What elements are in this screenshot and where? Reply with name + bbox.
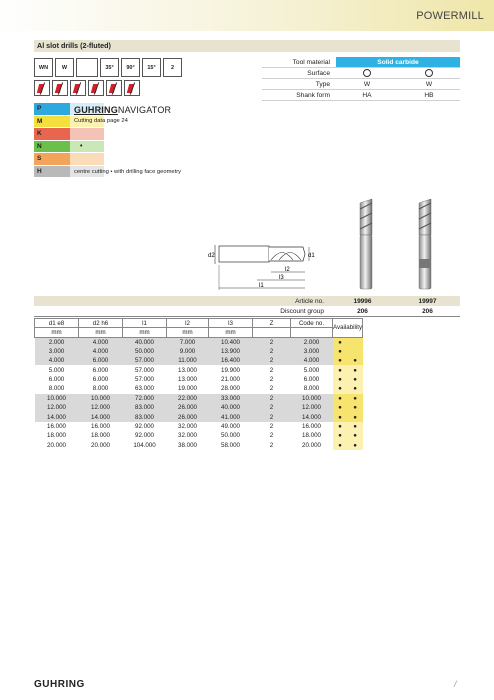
availability-marker: ● bbox=[353, 366, 357, 374]
spec-label: Shank form bbox=[296, 91, 330, 99]
availability-marker: ● bbox=[338, 432, 342, 440]
table-cell: 40.000 bbox=[209, 403, 253, 412]
table-cell: 21.000 bbox=[209, 375, 253, 384]
material-groups bbox=[34, 103, 83, 178]
col-d1: d1 e8 bbox=[35, 319, 79, 328]
availability-marker: ● bbox=[338, 347, 342, 355]
table-cell: 41.000 bbox=[209, 412, 253, 421]
availability-19997 bbox=[348, 365, 363, 374]
table-cell: 32.000 bbox=[167, 431, 209, 440]
availability-marker: ● bbox=[353, 422, 357, 430]
availability-marker: ● bbox=[353, 385, 357, 393]
table-cell: 2 bbox=[253, 347, 291, 356]
w-icon: W bbox=[55, 58, 74, 77]
material-code: S bbox=[37, 155, 42, 162]
wn-icon: WN bbox=[34, 58, 53, 77]
availability-19997 bbox=[348, 337, 363, 346]
col-l1: l1 bbox=[123, 319, 167, 328]
availability-19997 bbox=[348, 394, 363, 403]
spec-row-tool-material bbox=[262, 57, 460, 68]
table-cell: 38.000 bbox=[167, 441, 209, 450]
table-row bbox=[35, 365, 363, 374]
material-band bbox=[70, 141, 104, 153]
material-code: N bbox=[37, 142, 42, 150]
table-cell: 19.900 bbox=[209, 365, 253, 374]
table-cell: 11.000 bbox=[167, 356, 209, 365]
table-cell: 16.000 bbox=[35, 422, 79, 431]
table-cell: 10.000 bbox=[291, 394, 333, 403]
table-cell: 12.000 bbox=[35, 403, 79, 412]
col-code: Code no. bbox=[291, 319, 333, 328]
table-cell: 8.000 bbox=[291, 384, 333, 393]
table-cell: 19.000 bbox=[167, 384, 209, 393]
table-cell: 92.000 bbox=[123, 431, 167, 440]
table-cell: 6.000 bbox=[79, 375, 123, 384]
table-cell: 13.000 bbox=[167, 365, 209, 374]
article-no-b: 19997 bbox=[418, 297, 437, 305]
table-cell: 6.000 bbox=[79, 356, 123, 365]
table-cell: 12.000 bbox=[79, 403, 123, 412]
table-cell: 40.000 bbox=[123, 337, 167, 346]
surface-a bbox=[336, 68, 398, 78]
table-cell: 9.000 bbox=[167, 347, 209, 356]
availability-marker: ● bbox=[338, 357, 342, 365]
availability-marker: ● bbox=[338, 404, 342, 412]
unit: mm bbox=[209, 328, 253, 337]
table-cell: 16.000 bbox=[291, 422, 333, 431]
label-l2: l2 bbox=[285, 267, 290, 273]
col-d2: d2 h6 bbox=[79, 319, 123, 328]
material-code: P bbox=[37, 105, 42, 112]
availability-19996 bbox=[333, 403, 348, 412]
type-a: W bbox=[363, 80, 371, 88]
angle-15-icon: 15° bbox=[142, 58, 161, 77]
availability-19996 bbox=[333, 356, 348, 365]
table-cell: 4.000 bbox=[35, 356, 79, 365]
spec-row-surface bbox=[262, 68, 460, 79]
table-cell: 4.000 bbox=[79, 347, 123, 356]
discount-group-label: Discount group bbox=[280, 308, 324, 315]
table-cell: 2 bbox=[253, 356, 291, 365]
table-cell: 50.000 bbox=[123, 347, 167, 356]
table-cell: 2 bbox=[253, 337, 291, 346]
material-group-m bbox=[34, 116, 70, 128]
navigator-brand: GUHRING bbox=[74, 105, 118, 115]
availability-marker: ● bbox=[338, 338, 342, 346]
unit: mm bbox=[35, 328, 79, 337]
material-group-n bbox=[34, 141, 83, 153]
table-cell: 3.000 bbox=[35, 347, 79, 356]
material-code: M bbox=[37, 117, 43, 125]
table-row bbox=[35, 356, 363, 365]
availability-marker: ● bbox=[353, 357, 357, 365]
col-l2: l2 bbox=[167, 319, 209, 328]
type-b: W bbox=[425, 80, 433, 88]
table-cell: 58.000 bbox=[209, 441, 253, 450]
suitability-dot: • bbox=[80, 142, 83, 150]
availability-19996 bbox=[333, 394, 348, 403]
discount-group-a: 206 bbox=[357, 308, 368, 315]
availability-19997 bbox=[348, 356, 363, 365]
drill-photo-hb bbox=[414, 197, 436, 291]
table-cell: 16.000 bbox=[79, 422, 123, 431]
table-cell: 26.000 bbox=[167, 412, 209, 421]
table-cell: 14.000 bbox=[79, 412, 123, 421]
spec-row-shank-form bbox=[262, 90, 460, 101]
availability-19996 bbox=[333, 422, 348, 431]
availability-marker: ● bbox=[338, 422, 342, 430]
unit: mm bbox=[167, 328, 209, 337]
pocketing-icon bbox=[106, 80, 122, 96]
col-z: Z bbox=[253, 319, 291, 328]
dimensions-table bbox=[34, 318, 363, 450]
table-row bbox=[35, 431, 363, 440]
availability-marker: ● bbox=[353, 394, 357, 402]
availability-marker: ● bbox=[353, 376, 357, 384]
table-cell: 10.400 bbox=[209, 337, 253, 346]
spec-label: Surface bbox=[307, 69, 330, 77]
material-group-s bbox=[34, 153, 70, 165]
page-header-title: POWERMILL bbox=[416, 10, 484, 22]
table-cell: 4.000 bbox=[291, 356, 333, 365]
table-header-row bbox=[35, 319, 363, 328]
tolerance-icon bbox=[76, 58, 98, 77]
table-cell: 12.000 bbox=[291, 403, 333, 412]
availability-marker: ● bbox=[353, 441, 357, 449]
label-d1: d1 bbox=[308, 253, 315, 259]
table-row bbox=[35, 347, 363, 356]
table-cell: 2 bbox=[253, 394, 291, 403]
material-code: K bbox=[37, 130, 42, 137]
table-row bbox=[35, 441, 363, 450]
material-group-h bbox=[34, 166, 70, 178]
table-cell: 8.000 bbox=[35, 384, 79, 393]
availability-19997 bbox=[348, 384, 363, 393]
article-no-row bbox=[34, 296, 460, 306]
availability-19996 bbox=[333, 384, 348, 393]
unit bbox=[291, 328, 333, 337]
table-cell: 2.000 bbox=[35, 337, 79, 346]
table-cell: 57.000 bbox=[123, 356, 167, 365]
table-cell: 2.000 bbox=[291, 337, 333, 346]
material-group-p bbox=[34, 103, 70, 115]
availability-19996 bbox=[333, 441, 348, 450]
availability-19997 bbox=[348, 412, 363, 421]
table-cell: 2 bbox=[253, 431, 291, 440]
availability-marker: ● bbox=[338, 385, 342, 393]
slotting-icon bbox=[34, 80, 50, 96]
table-cell: 3.000 bbox=[291, 347, 333, 356]
availability-19996 bbox=[333, 412, 348, 421]
table-cell: 28.000 bbox=[209, 384, 253, 393]
table-cell: 32.000 bbox=[167, 422, 209, 431]
table-cell: 8.000 bbox=[79, 384, 123, 393]
table-cell: 13.000 bbox=[167, 375, 209, 384]
table-cell: 7.000 bbox=[167, 337, 209, 346]
table-cell: 26.000 bbox=[167, 403, 209, 412]
discount-group-row bbox=[34, 307, 460, 317]
flutes-2-icon: 2 bbox=[163, 58, 182, 77]
table-cell: 57.000 bbox=[123, 365, 167, 374]
table-cell: 92.000 bbox=[123, 422, 167, 431]
application-icons-row bbox=[34, 80, 140, 96]
table-cell: 49.000 bbox=[209, 422, 253, 431]
table-cell: 10.000 bbox=[79, 394, 123, 403]
availability-19996 bbox=[333, 365, 348, 374]
table-cell: 16.400 bbox=[209, 356, 253, 365]
table-cell: 2 bbox=[253, 384, 291, 393]
availability-19997 bbox=[348, 422, 363, 431]
availability-19996 bbox=[333, 347, 348, 356]
availability-marker: ● bbox=[353, 432, 357, 440]
table-cell: 18.000 bbox=[35, 431, 79, 440]
table-units-row bbox=[35, 328, 363, 337]
availability-marker: ● bbox=[338, 441, 342, 449]
table-cell: 4.000 bbox=[79, 337, 123, 346]
table-cell: 10.000 bbox=[35, 394, 79, 403]
spec-row-type bbox=[262, 79, 460, 90]
availability-19996 bbox=[333, 375, 348, 384]
table-cell: 20.000 bbox=[79, 441, 123, 450]
profiling-icon bbox=[70, 80, 86, 96]
table-row bbox=[35, 422, 363, 431]
discount-group-b: 206 bbox=[422, 308, 433, 315]
table-cell: 72.000 bbox=[123, 394, 167, 403]
table-cell: 50.000 bbox=[209, 431, 253, 440]
table-row bbox=[35, 394, 363, 403]
label-l3: l3 bbox=[279, 275, 284, 281]
section-title: Al slot drills (2-fluted) bbox=[37, 41, 111, 50]
page-number: / bbox=[454, 679, 457, 689]
drill-photo-ha bbox=[355, 197, 377, 291]
table-row bbox=[35, 337, 363, 346]
availability-marker: ● bbox=[338, 366, 342, 374]
surface-b bbox=[398, 68, 460, 78]
article-info bbox=[34, 296, 460, 318]
table-cell: 5.000 bbox=[291, 365, 333, 374]
article-no-a: 19996 bbox=[353, 297, 372, 305]
availability-19996 bbox=[333, 431, 348, 440]
table-cell: 2 bbox=[253, 422, 291, 431]
unit: mm bbox=[123, 328, 167, 337]
availability-19997 bbox=[348, 375, 363, 384]
table-cell: 14.000 bbox=[35, 412, 79, 421]
table-cell: 14.000 bbox=[291, 412, 333, 421]
table-cell: 5.000 bbox=[35, 365, 79, 374]
shank-a: HA bbox=[362, 91, 372, 99]
table-row bbox=[35, 384, 363, 393]
geometry-note: centre cutting • with drilling face geometry bbox=[74, 169, 182, 175]
table-cell: 2 bbox=[253, 412, 291, 421]
label-l1: l1 bbox=[259, 283, 264, 289]
availability-19997 bbox=[348, 431, 363, 440]
surface-uncoated-icon bbox=[363, 69, 371, 77]
shank-b: HB bbox=[424, 91, 434, 99]
helix-35-icon: 35° bbox=[100, 58, 119, 77]
col-l3: l3 bbox=[209, 319, 253, 328]
table-cell: 33.000 bbox=[209, 394, 253, 403]
navigator-suffix: NAVIGATOR bbox=[117, 105, 172, 115]
table-cell: 6.000 bbox=[35, 375, 79, 384]
material-group-k bbox=[34, 128, 70, 140]
availability-19997 bbox=[348, 403, 363, 412]
availability-19997 bbox=[348, 347, 363, 356]
angle-90-icon: 90° bbox=[121, 58, 140, 77]
availability-marker: ● bbox=[353, 404, 357, 412]
ramping-icon bbox=[52, 80, 68, 96]
technical-drawing bbox=[205, 232, 315, 294]
col-availability: Availability bbox=[333, 319, 363, 338]
tool-icons-row bbox=[34, 58, 182, 77]
availability-marker: ● bbox=[338, 394, 342, 402]
availability-19997 bbox=[348, 441, 363, 450]
table-cell: 2 bbox=[253, 365, 291, 374]
unit: mm bbox=[79, 328, 123, 337]
table-row bbox=[35, 412, 363, 421]
table-cell: 20.000 bbox=[35, 441, 79, 450]
spec-table bbox=[262, 57, 460, 101]
table-cell: 57.000 bbox=[123, 375, 167, 384]
table-cell: 18.000 bbox=[291, 431, 333, 440]
table-cell: 13.900 bbox=[209, 347, 253, 356]
surface-uncoated-icon bbox=[425, 69, 433, 77]
table-cell: 6.000 bbox=[79, 365, 123, 374]
availability-marker: ● bbox=[338, 413, 342, 421]
table-cell: 18.000 bbox=[79, 431, 123, 440]
availability-marker: ● bbox=[353, 413, 357, 421]
table-cell: 20.000 bbox=[291, 441, 333, 450]
spec-label: Type bbox=[315, 80, 330, 88]
table-cell: 2 bbox=[253, 375, 291, 384]
label-d2: d2 bbox=[208, 253, 215, 259]
table-cell: 83.000 bbox=[123, 412, 167, 421]
material-code: H bbox=[37, 167, 42, 175]
material-band bbox=[70, 153, 104, 165]
table-cell: 83.000 bbox=[123, 403, 167, 412]
spec-label: Tool material bbox=[292, 58, 330, 66]
availability-19996 bbox=[333, 337, 348, 346]
footer-logo: GUHRING bbox=[34, 679, 85, 690]
material-band bbox=[70, 128, 104, 140]
guhring-navigator-logo bbox=[74, 105, 171, 115]
table-cell: 2 bbox=[253, 403, 291, 412]
plunging-icon bbox=[88, 80, 104, 96]
drilling-icon bbox=[124, 80, 140, 96]
availability-marker: ● bbox=[338, 376, 342, 384]
table-cell: 22.000 bbox=[167, 394, 209, 403]
table-cell: 104.000 bbox=[123, 441, 167, 450]
table-cell: 63.000 bbox=[123, 384, 167, 393]
unit bbox=[253, 328, 291, 337]
table-cell: 2 bbox=[253, 441, 291, 450]
table-row bbox=[35, 375, 363, 384]
table-row bbox=[35, 403, 363, 412]
tool-material-value: Solid carbide bbox=[336, 57, 460, 67]
table-cell: 6.000 bbox=[291, 375, 333, 384]
cutting-data-link[interactable]: Cutting data page 24 bbox=[74, 118, 128, 124]
article-no-label: Article no. bbox=[295, 297, 324, 305]
